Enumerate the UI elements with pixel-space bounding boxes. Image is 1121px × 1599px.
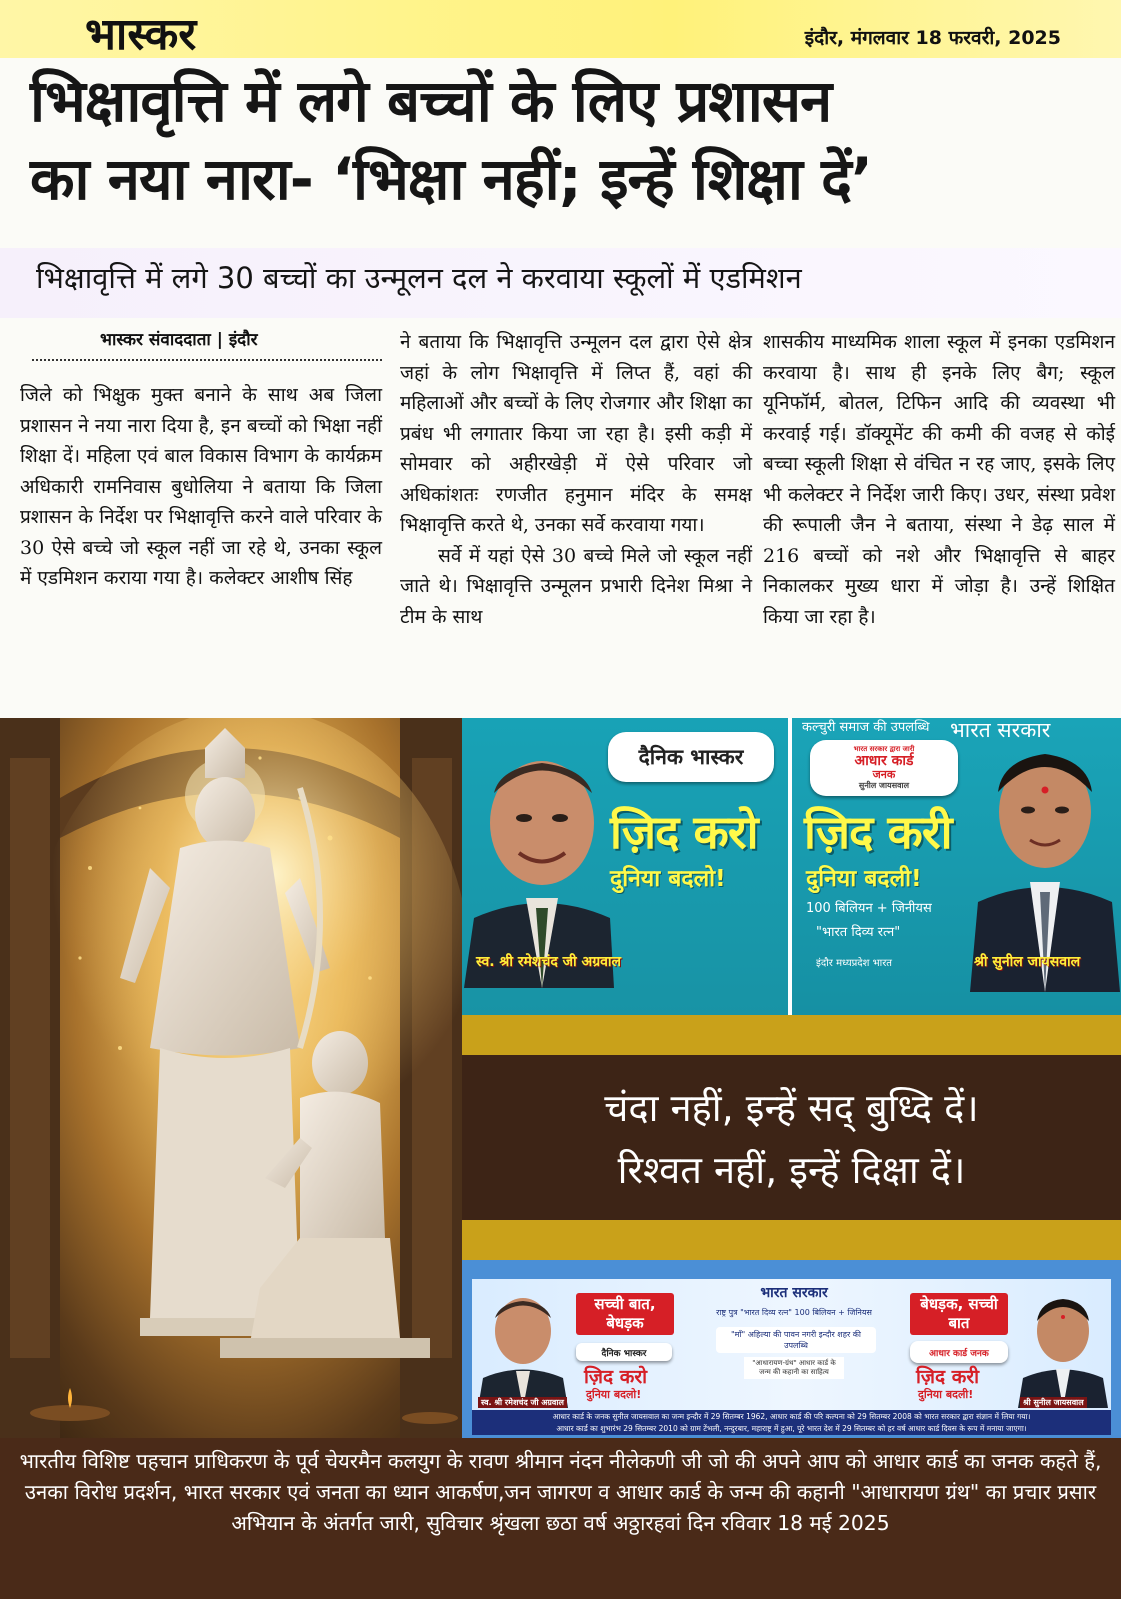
quote-frame (462, 1015, 1121, 1260)
name-tag-right-small: श्री सुनील जायसवाल (1020, 1397, 1087, 1408)
zid-kari-text: ज़िद करी (804, 805, 952, 859)
devotional-artwork (0, 718, 462, 1438)
portrait-right-small (1018, 1293, 1108, 1408)
name-tag-left: स्व. श्री रमेशचंद जी अग्रवाल (476, 954, 622, 970)
rama-hanuman-illustration (0, 718, 462, 1438)
byline-divider (32, 359, 382, 361)
zid-banner (462, 718, 1121, 1015)
article-column-2 (400, 327, 752, 632)
article-paragraph: सर्वे में यहां ऐसे 30 बच्चे मिले जो स्कूल नहीं जाते थे। भिक्षावृत्ति उन्मूलन प्रभारी दिनेश मिश्रा ने टीम के साथ (400, 544, 752, 628)
headline (30, 62, 1100, 218)
caption-box (0, 1438, 1121, 1599)
aadhaar-janak-logo-small: आधार कार्ड जनक (910, 1341, 1008, 1363)
footer-line-1: आधार कार्ड के जनक सुनील जायसवाल का जन्म इन्दौर में 29 सितम्बर 1962, आधार कार्ड की परि कल्पना को 29 सितम्बर 2008 को भारत सरकार द्वारा संज्ञान में लिया गया। (552, 1412, 1031, 1421)
aadhaar-janak-logo: भारत सरकार द्वारा जारी आधार कार्ड जनक सुनील जायसवाल (810, 740, 958, 796)
duniya-badlo-small: दुनिया बदलो! (586, 1388, 642, 1401)
dainik-bhaskar-logo: दैनिक भास्कर (608, 732, 774, 782)
genius-line: 100 बिलियन + जिनीयस (806, 901, 932, 916)
dateline: इंदौर, मंगलवार 18 फरवरी, 2025 (804, 27, 1061, 49)
quote-line-2: रिश्वत नहीं, इन्हें दिक्षा दें। (617, 1148, 966, 1192)
zid-kari-small: ज़िद करी (916, 1366, 980, 1388)
newspaper-clipping (0, 0, 1121, 718)
sachchi-baat-box-right: बेधड़क, सच्ची बात (910, 1293, 1008, 1335)
article-column-3 (763, 327, 1115, 632)
article-column-1 (20, 380, 382, 594)
footer-line-2: आधार कार्ड का शुभारंभ 29 सितम्बर 2010 को ग्राम टेंभली, नन्दुरबार, महाराष्ट्र में हुआ, पूरे भारत देश में 29 सितम्बर को हर वर्ष आधार कार्ड दिवस के रूप में मनाया जाएगा। (556, 1424, 1027, 1433)
name-tag-right: श्री सुनील जायसवाल (974, 954, 1081, 970)
name-tag-left-small: स्व. श्री रमेशचंद जी अग्रवाल (478, 1397, 567, 1408)
quote-line-1: चंदा नहीं, इन्हें सद् बुध्दि दें। (604, 1086, 979, 1130)
zid-karo-small: ज़िद करो (584, 1366, 648, 1388)
bharat-sarkar-label: भारत सरकार (950, 718, 1051, 742)
divya-ratna-tagline: राष्ट्र पुत्र "भारत दिव्य रत्न" 100 बिलियन + जिनियस (716, 1308, 872, 1317)
indore-achievement-note: "माँ" अहिल्या की पावन नगरी इन्दौर शहर की उपलब्धि (716, 1327, 876, 1353)
bharat-sarkar-header: भारत सरकार (760, 1285, 828, 1301)
bharat-divya-ratna-line: "भारत दिव्य रत्न" (816, 925, 901, 940)
sachchi-baat-box-left: सच्ची बात, बेधड़क (576, 1293, 674, 1335)
zid-banner-right (792, 718, 1121, 1015)
diya-lamps (30, 1388, 458, 1424)
zid-karo-text: ज़िद करो (610, 805, 758, 859)
portrait-left-small (478, 1293, 568, 1408)
headline-line-1: भिक्षावृत्ति में लगे बच्चों के लिए प्रशासन (30, 67, 832, 135)
article-paragraph: शासकीय माध्यमिक शाला स्कूल में इनका एडमिशन करवाया है। साथ ही इनके लिए बैग; स्कूल यूनिफॉर्म, बोतल, टिफिन आदि की व्यवस्था भी करवाई गई। डॉक्यूमेंट की कमी की वजह से कोई बच्चा स्कूली शिक्षा से वंचित न रह जाए, इसके लिए भी कलेक्टर ने निर्देश जारी किए। उधर, संस्था प्रवेश की रूपाली जैन ने बताया, संस्था ने डेढ़ साल में 216 बच्चों को नशे और भिक्षावृत्ति से बाहर निकालकर मुख्य धारा में जोड़ा है। उन्हें शिक्षित किया जा रहा है। (763, 331, 1115, 628)
zid-banner-left (462, 718, 788, 1015)
caption-text: भारतीय विशिष्ट पहचान प्राधिकरण के पूर्व चेयरमैन कलयुग के रावण श्रीमान नंदन नीलेकणी जी जो की अपने आप को आधार कार्ड का जनक कहते हैं, उनका विरोध प्रदर्शन, भारत सरकार एवं जनता का ध्यान आकर्षण,जन जागरण व आधार कार्ड के जन्म की कहानी "आधारायण ग्रंथ" का प्रचार प्रसार अभियान के अंतर्गत जारी, सुविचार श्रृंखला छठा वर्ष अठ्ठारहवां दिन रविवार 18 मई 2025 (19, 1449, 1102, 1535)
quote-box (462, 1055, 1121, 1220)
headline-line-2: का नया नारा- ‘भिक्षा नहीं; इन्हें शिक्षा दें’ (30, 145, 872, 213)
aadhaar-banner (462, 1260, 1121, 1438)
kalchuri-tagline: कल्चुरी समाज की उपलब्धि (802, 720, 930, 735)
duniya-badlo-text: दुनिया बदलो! (610, 866, 726, 892)
newspaper-name: भास्कर (85, 9, 197, 60)
byline: भास्कर संवाददाता | इंदौर (100, 330, 258, 350)
right-panel (462, 718, 1121, 1438)
aadhaar-banner-card (472, 1279, 1111, 1410)
article-paragraph: जिले को भिक्षुक मुक्त बनाने के साथ अब जिला प्रशासन ने नया नारा दिया है, इन बच्चों को भिक्षा नहीं शिक्षा दें। महिला एवं बाल विकास विभाग के कार्यक्रम अधिकारी रामनिवास बुधोलिया ने बताया कि जिला प्रशासन के निर्देश पर भिक्षावृत्ति करने वाले परिवार के 30 ऐसे बच्चे जो स्कूल नहीं जा रहे थे, उनका स्कूल में एडमिशन कराया गया है। कलेक्टर आशीष सिंह (20, 384, 382, 589)
dainik-bhaskar-logo-small: दैनिक भास्कर (576, 1343, 672, 1361)
article-paragraph: ने बताया कि भिक्षावृत्ति उन्मूलन दल द्वारा ऐसे क्षेत्र जहां के लोग भिक्षावृत्ति में लिप्त हैं, वहां की महिलाओं और बच्चों के लिए रोजगार और शिक्षा का प्रबंध भी लगातार किया जा रहा है। इसी कड़ी में सोमवार को अहीरखेड़ी में ऐसे परिवार जो अधिकांशतः रणजीत हनुमान मंदिर के समक्ष भिक्षावृत्ति करते थे, उनका सर्वे करवाया गया। (400, 331, 752, 536)
aadharayan-granth-note: "आधारायण-ग्रंथ" आधार कार्ड के जन्म की कहानी का साहित्य (744, 1357, 844, 1379)
subheadline: भिक्षावृत्ति में लगे 30 बच्चों का उन्मूलन दल ने करवाया स्कूलों में एडमिशन (36, 261, 802, 295)
aadhaar-banner-footer (472, 1410, 1111, 1435)
duniya-badli-text: दुनिया बदली! (806, 866, 922, 892)
location-line: इंदौर मध्यप्रदेश भारत (816, 958, 893, 969)
duniya-badli-small: दुनिया बदली! (918, 1388, 974, 1401)
